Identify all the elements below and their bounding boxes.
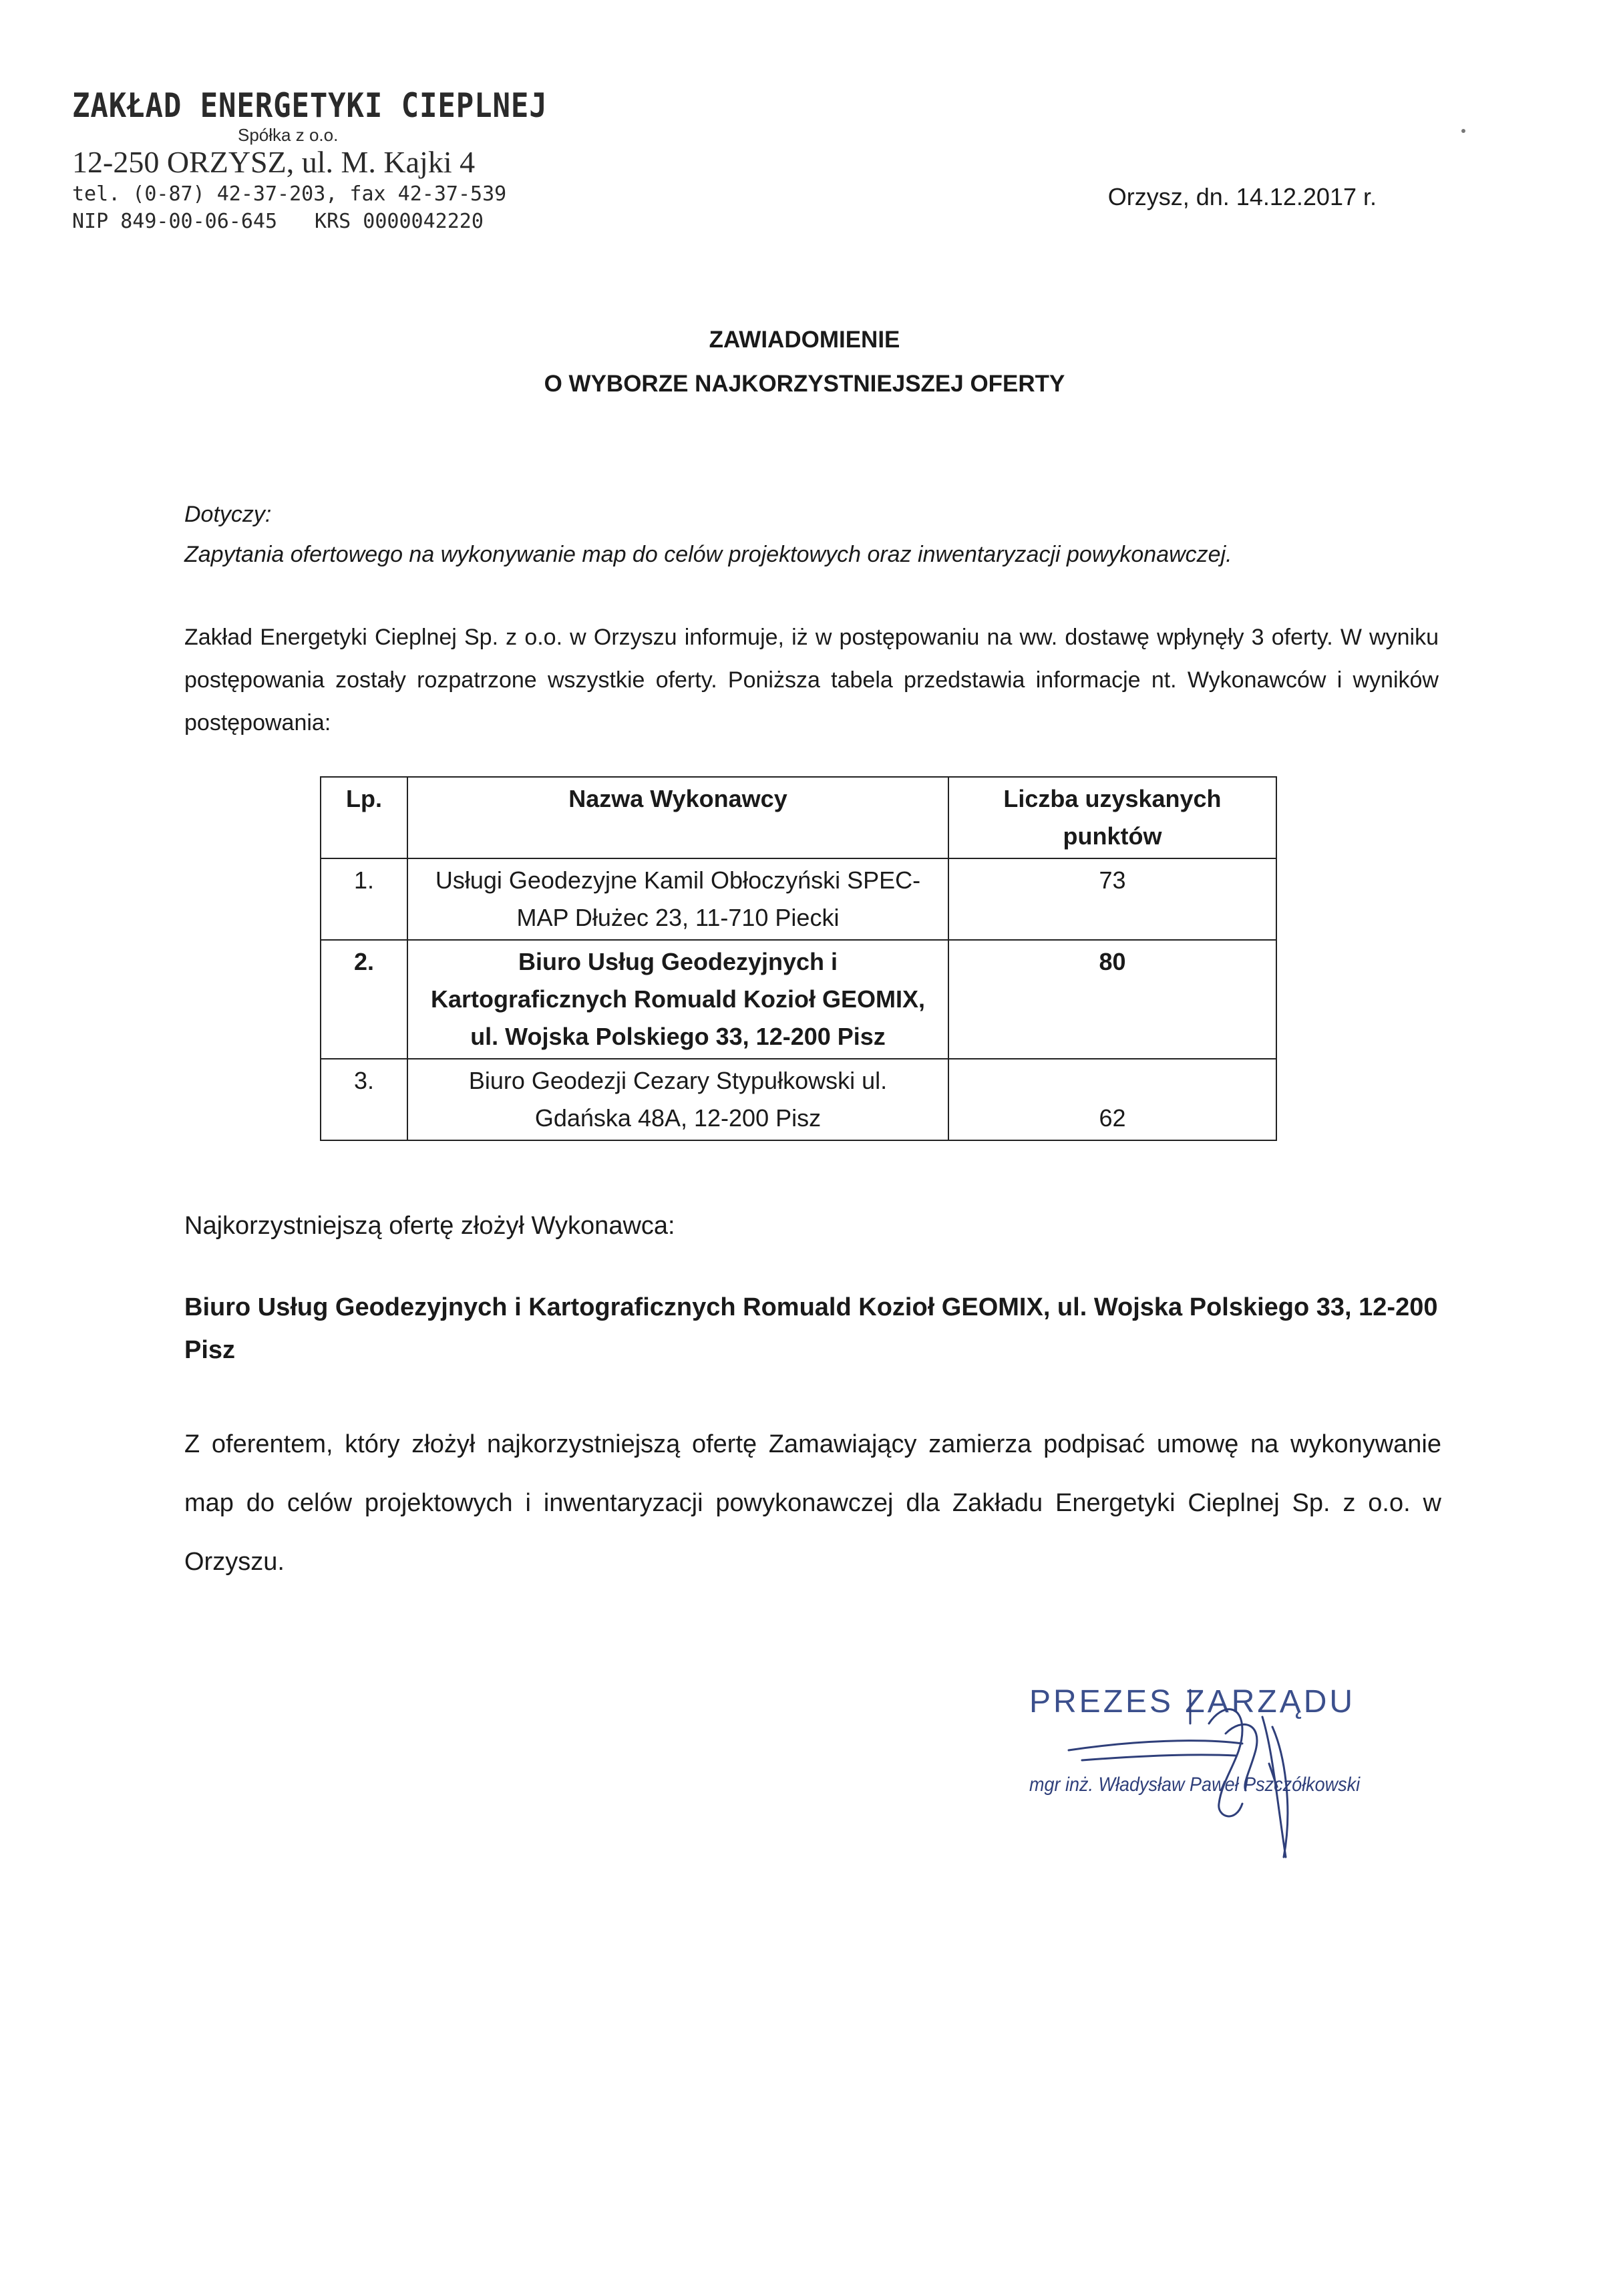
row-points: 62	[948, 1059, 1276, 1140]
row-contractor-name: Biuro Usług Geodezyjnych i Kartograficznych Romuald Kozioł GEOMIX, ul. Wojska Polskiego 33, 12-200 Pisz	[407, 940, 948, 1059]
table-row	[321, 1059, 1276, 1140]
document-date: Orzysz, dn. 14.12.2017 r.	[1107, 183, 1377, 210]
document-subtitle: O WYBORZE NAJKORZYSTNIEJSZEJ OFERTY	[544, 371, 1065, 397]
row-lp: 1.	[321, 858, 407, 940]
table-row	[321, 940, 1276, 1059]
table-header-row	[321, 777, 1276, 858]
letterhead-stamp	[72, 86, 548, 235]
company-name: ZAKŁAD ENERGETYKI CIEPLNEJ	[72, 86, 548, 125]
document-title: ZAWIADOMIENIE	[709, 327, 900, 353]
legal-form: Spółka z o.o.	[238, 125, 339, 145]
best-offer-label: Najkorzystniejszą ofertę złożył Wykonawca:	[184, 1212, 675, 1240]
header-points: Liczba uzyskanych punktów	[948, 777, 1276, 858]
table-row	[321, 858, 1276, 940]
intro-paragraph: Zakład Energetyki Cieplnej Sp. z o.o. w Orzyszu informuje, iż w postępowaniu na ww. dostawę wpłynęły 3 oferty. W wyniku postępowania zostały rozpatrzone wszystkie oferty. Poniższa tabela przedstawia informacje nt. Wykonawców i wyników postępowania:	[184, 625, 1439, 735]
offers-table	[320, 776, 1277, 1141]
header-contractor-name: Nazwa Wykonawcy	[407, 777, 948, 858]
signature-title: PREZES ZARZĄDU	[1029, 1684, 1356, 1719]
scan-speck	[1461, 129, 1465, 133]
row-contractor-name: Usługi Geodezyjne Kamil Obłoczyński SPEC- MAP Dłużec 23, 11-710 Piecki	[407, 858, 948, 940]
company-address: 12-250 ORZYSZ, ul. M. Kajki 4	[72, 145, 476, 179]
row-lp: 2.	[321, 940, 407, 1059]
subject-block	[184, 494, 1453, 575]
krs-number: KRS 0000042220	[315, 210, 484, 233]
signatory-name: mgr inż. Władysław Paweł Pszczółkowski	[1029, 1774, 1361, 1796]
header-lp: Lp.	[321, 777, 407, 858]
row-contractor-name: Biuro Geodezji Cezary Stypułkowski ul. Gdańska 48A, 12-200 Pisz	[407, 1059, 948, 1140]
best-offer-name: Biuro Usług Geodezyjnych i Kartograficznych Romuald Kozioł GEOMIX, ul. Wojska Polskiego 33, 12-200 Pisz	[184, 1293, 1438, 1364]
subject-text: Zapytania ofertowego na wykonywanie map do celów projektowych oraz inwentaryzacji powykonawczej.	[184, 542, 1232, 567]
subject-label: Dotyczy:	[184, 502, 272, 527]
row-points: 80	[948, 940, 1276, 1059]
company-registration	[72, 208, 540, 235]
nip-number: NIP 849-00-06-645	[72, 210, 278, 233]
closing-paragraph: Z oferentem, który złożył najkorzystniejszą ofertę Zamawiający zamierza podpisać umowę na wykonywanie map do celów projektowych i inwentaryzacji powykonawczej dla Zakładu Energetyki Cieplnej Sp. z o.o. w Orzyszu.	[184, 1430, 1441, 1576]
row-points: 73	[948, 858, 1276, 940]
handwritten-signature	[1042, 1677, 1389, 1877]
company-phone-fax: tel. (0-87) 42-37-203, fax 42-37-539	[72, 182, 507, 206]
row-lp: 3.	[321, 1059, 407, 1140]
